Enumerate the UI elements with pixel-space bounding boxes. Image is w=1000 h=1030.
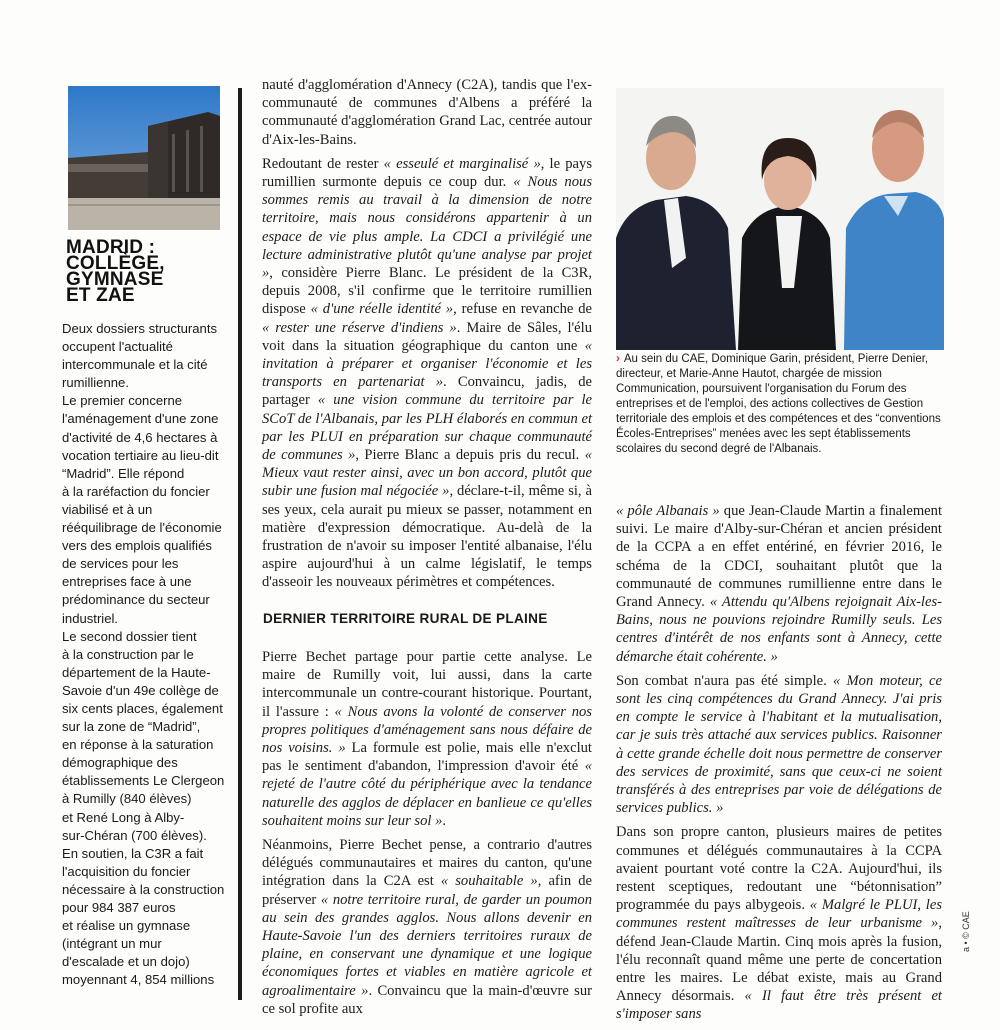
column-divider: [238, 88, 242, 1000]
middle-column: [262, 76, 592, 598]
sidebar-body-line: démographique des: [62, 755, 178, 771]
sidebar-body-line: Deux dossiers structurants: [62, 321, 218, 336]
sidebar-body-line: Le premier concerne: [62, 393, 183, 409]
paragraph: Son combat n'aura pas été simple. « Mon moteur, ce sont les cinq compétences du Grand Annecy. J'ai pris en compte le service à l'habitant et la mutualisation, car je suis très attaché aux services publics. Raisonner à cette grande échelle doit nous permettre de conserver des services de proximité, sans que ceux-ci ne soient transférés à des entreprises par voie de délégations de services publics. »: [616, 672, 942, 817]
right-column: [616, 502, 942, 1030]
sidebar-body-line: nécessaire à la construction: [62, 881, 225, 897]
sidebar-title-line: ET ZAE: [66, 285, 135, 306]
sidebar-body-line: sur la zone de “Madrid”,: [62, 719, 201, 735]
sidebar-title: [66, 237, 226, 306]
sidebar-body-line: moyennant 4, 854 millions: [62, 972, 215, 988]
sidebar-body-line: industriel.: [62, 610, 119, 626]
sidebar-body-line: vers des emplois qualifiés: [62, 538, 212, 554]
sidebar-body-line: département de la Haute-: [62, 664, 211, 680]
sidebar-body-line: rééquilibrage de l'économie: [62, 520, 222, 536]
sidebar-body-line: à la construction par le: [62, 646, 194, 662]
cae-team-photo: [616, 88, 944, 350]
sidebar-body-line: d'escalade et un dojo): [62, 954, 190, 970]
sidebar-body-line: à la raréfaction du foncier: [62, 483, 210, 499]
sidebar-body-line: et réalise un gymnase: [62, 918, 191, 934]
sidebar-body-line: En soutien, la C3R a fait: [62, 845, 204, 861]
sidebar-body-line: de services pour les: [62, 556, 179, 572]
sidebar-body-line: viabilisé et à un: [62, 501, 153, 517]
sidebar-title-line: GYMNASE: [66, 269, 164, 290]
caption-arrow-icon: ›: [616, 353, 620, 365]
sidebar-body-line: vocation tertiaire au lieu-dit: [62, 447, 219, 463]
photo-caption: [616, 352, 942, 457]
sidebar-body-line: établissements Le Clergeon: [62, 773, 225, 789]
sidebar-body-line: d'activité de 4,6 hectares à: [62, 429, 218, 445]
sidebar-body: [62, 320, 225, 989]
paragraph: Dans son propre canton, plusieurs maires de petites communes et délégués communautaires à la CCPA avaient pourtant voté contre la C2A. Aujourd'hui, ils restent sceptiques, redoutant une “bétonnisation” programmée du pays albygeois. « Malgré le PLUI, les communes restent maîtresses de leur urbanisme », défend Jean-Claude Martin. Cinq mois après la fusion, l'élu reconnaît quand même une perte de concertation entre les maires. Le débat existe, mais au Grand Annecy désormais. « Il faut être très présent et s'imposer sans: [616, 824, 942, 1023]
paragraph: Pierre Bechet partage pour partie cette analyse. Le maire de Rumilly voit, lui aussi, dans la carte intercommunale un contre-courant historique. Pourtant, il l'assure : « Nous avons la volonté de conserver nos propres politiques d'aménagement sans nous défaire de nos voisins. » La formule est polie, mais elle n'exclut pas le sentiment d'abandon, l'impression d'avoir été « rejeté de l'autre côté du périphérique avec la tendance naturelle des agglos de déplacer en banlieue ce qu'elles souhaitent moins sur leur sol ».: [262, 649, 592, 829]
sidebar-body-line: en réponse à la saturation: [62, 737, 214, 753]
paragraph: nauté d'agglomération d'Annecy (C2A), tandis que l'ex-communauté de communes d'Albens a préféré la communauté d'agglomération Grand Lac, centrée autour d'Aix-les-Bains.: [262, 77, 592, 148]
sidebar-body-line: Le second dossier tient: [62, 628, 197, 644]
sidebar-body-line: l'aménagement d'une zone: [62, 411, 219, 427]
sidebar-title-line: MADRID :: [66, 237, 156, 258]
section-heading: DERNIER TERRITOIRE RURAL DE PLAINE: [263, 611, 548, 626]
paragraph: « pôle Albanais » que Jean-Claude Martin a finalement suivi. Le maire d'Alby-sur-Chéran et ancien président de la CCPA a en effet entériné, en février 2016, le schéma de la CDCI, souhaitant plutôt que la communauté de communes rumillienne entre dans le Grand Annecy. « Attendu qu'Albens rejoignait Aix-les-Bains, nous ne pouvions rejoindre Rumilly seuls. Les centres d'intérêt de nos enfants sont à Annecy, cette démarche était cohérente. »: [616, 503, 943, 665]
paragraph: Redoutant de rester « esseulé et marginalisé », le pays rumillien surmonte depuis ce coup dur. « Nous nous sommes remis au travail à la dimension de notre territoire, mais nous considérons appartenir à un espace de vie plus ample. La CDCI a privilégié une lecture administrative plutôt qu'une analyse par projet », considère Pierre Blanc. Le président de la C3R, depuis 2008, s'il confirme que le territoire rumillien dispose « d'une réelle identité », refuse en revanche de « rester une réserve d'indiens ». Maire de Sâles, l'élu voit dans la situation géographique du canton une « invitation à préparer et organiser l'économie et les transports en partenariat ». Convaincu, jadis, de partager « une vision commune du territoire par le SCoT de l'Albanais, par les PLH élaborés en commun et par les PLUI en préparation sur chaque communauté de communes », Pierre Blanc a depuis pris du recul. « Mieux vaut rester ainsi, avec un bon accord, plutôt que subir une fusion mal négociée », déclare-t-il, même si, à ses yeux, cela aurait pu mieux se passer, notamment en matière d'expression démocratique. Au-delà de la frustration de n'avoir su imposer l'entité albanaise, l'élu aspire aujourd'hui à un calme législatif, le temps d'asseoir les nouveaux périmètres et compétences.: [262, 155, 593, 591]
sidebar-body-line: “Madrid”. Elle répond: [62, 465, 185, 481]
sidebar-body-line: Savoie d'un 49e collège de: [62, 682, 219, 698]
sidebar-body-line: prédominance du secteur: [62, 592, 210, 608]
caption-text: Au sein du CAE, Dominique Garin, président, Pierre Denier, directeur, et Marie-Anne Hautot, chargée de mission Communication, poursuivent l'organisation du Forum des entreprises et de l'emploi, des actions collectives de Gestion territoriale des emplois et des compétences et des “conventions Écoles-Entreprises” menées avec les sept établissements scolaires du second degré de l'Albanais.: [616, 353, 941, 455]
sidebar-body-line: intercommunale et la cité: [62, 357, 208, 373]
sidebar-body-line: sur-Chéran (700 élèves).: [62, 827, 207, 843]
sidebar-body-line: et René Long à Alby-: [62, 809, 185, 825]
sidebar-body-line: six cents places, également: [62, 700, 223, 716]
sidebar-body-line: occupent l'actualité: [62, 339, 173, 355]
paragraph: Néanmoins, Pierre Bechet pense, a contrario d'autres délégués communautaires et maires du canton, qu'une intégration dans la C2A est « souhaitable », afin de préserver « notre territoire rural, de garder un poumon au sein des grandes agglos. Nous allons devenir en Haute-Savoie l'un des derniers territoires ruraux de plaine, en conservant une dynamique et une logique économiques fortes et viables en matière agricole et agroalimentaire ». Convaincu que la main-d'œuvre sur ce sol profite aux: [262, 837, 592, 1017]
sidebar-body-line: (intégrant un mur: [62, 936, 162, 952]
sidebar-title-line: COLLÈGE,: [66, 253, 165, 274]
photo-credit: a • © CAE: [961, 911, 971, 952]
sidebar-body-line: entreprises face à une: [62, 574, 192, 590]
sidebar-body-line: rumillienne.: [62, 375, 129, 391]
middle-column-lower: [262, 648, 592, 1024]
sidebar-body-line: pour 984 387 euros: [62, 900, 176, 915]
sidebar-body-line: à Rumilly (840 élèves): [62, 791, 192, 807]
sidebar-body-line: l'acquisition du foncier: [62, 863, 191, 879]
college-building-photo: [68, 86, 220, 230]
